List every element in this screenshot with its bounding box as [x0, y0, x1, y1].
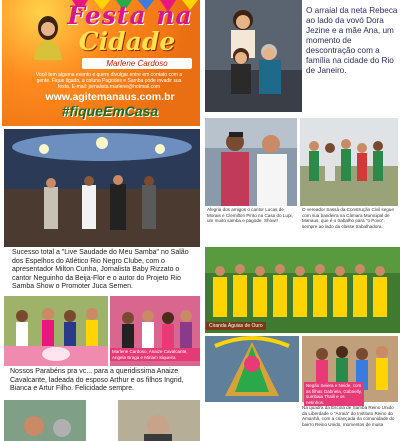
- banner-title-festa: Festa na: [67, 1, 193, 30]
- friends-caption: Alegria dos amigos o cantor Lucas de Morais e Clemilton Pinto na Casa do Lupi, um muito samba e pagode. Show!!: [207, 207, 293, 224]
- banner-promo-text: Você tem alguma evento e quere divulgar entre em contato com a gente. Fique ligado, a coluna Pagodes e Samba pode invadir sua festa. E-mail: jornalista.marlene@hotmail.com: [35, 72, 183, 90]
- banner-host-name: Marlene Cardoso: [82, 58, 192, 69]
- ciranda-label: Ciranda Águias de Ouro: [206, 322, 266, 330]
- costume-photo: [205, 336, 299, 402]
- birthday-family-photo: [4, 296, 108, 366]
- banner-hashtag: #fiqueEmCasa: [61, 103, 159, 119]
- banner-website[interactable]: www.agitemanaus.com.br: [45, 91, 175, 103]
- ciranda-group-photo: [205, 247, 400, 333]
- arraial-family-photo: [205, 0, 302, 112]
- banner-title-cidade: Cidade: [78, 27, 176, 56]
- bottom-photo-left: [4, 400, 86, 441]
- birthday-caption: Nossos Parabéns pra vc... para a queridissima Anaize Cavalcante, ladeada do esposo Arthur e os filhos Ingrid, Bianca e Artur Filho. Felicidade sempre.: [10, 368, 184, 392]
- vereador-caption: O vereador Sassá da Construção Civil segue com sua bandeira na Câmara Municipal de Manaus, que é o trabalho para "o Povo", sempre ao lado da classe trabalhadora.: [302, 207, 394, 229]
- samba-live-photo: [4, 129, 200, 247]
- negao-overlay-caption: Negão Seiera e Neide, com as filhas Gabriela, Gabrielly, sumbaia Thaili e os netinhos.: [304, 382, 364, 406]
- bottom-photo-right: [118, 400, 200, 441]
- arraial-quote: O arraial da neta Rebeca ao lado da vovó Dora Jezine e a mãe Ana, um momento de descontração com a família na cidade do Rio de Janeiro.: [306, 6, 398, 75]
- friends-photo: [205, 118, 297, 206]
- samba-live-caption: Sucesso total a "Live Saudade do Meu Samba" no Salão dos Espelhos do Atlético Rio Negro Clube, com o apresentador Milton Cunha, Jornalista Baby Rizzato o cantor Neguinho da Beija-Flor e o autor do Projeto Rio Samba Show o Promoter Juca Semen.: [12, 249, 189, 290]
- quadra-caption: Na quadra da Escola de Samba Reino Unido da Liberdade o "Arraiá" do Instituto Reino do Amanhã, com a criançada da comunidade do bairro Reino Unido, momentos de muita: [302, 405, 395, 427]
- birthday-overlay-caption: Marlene Cardoso, Anaize Cavalcante, Angela Braga e Miriam Siqueira: [110, 348, 200, 361]
- vereador-photo: [300, 118, 398, 206]
